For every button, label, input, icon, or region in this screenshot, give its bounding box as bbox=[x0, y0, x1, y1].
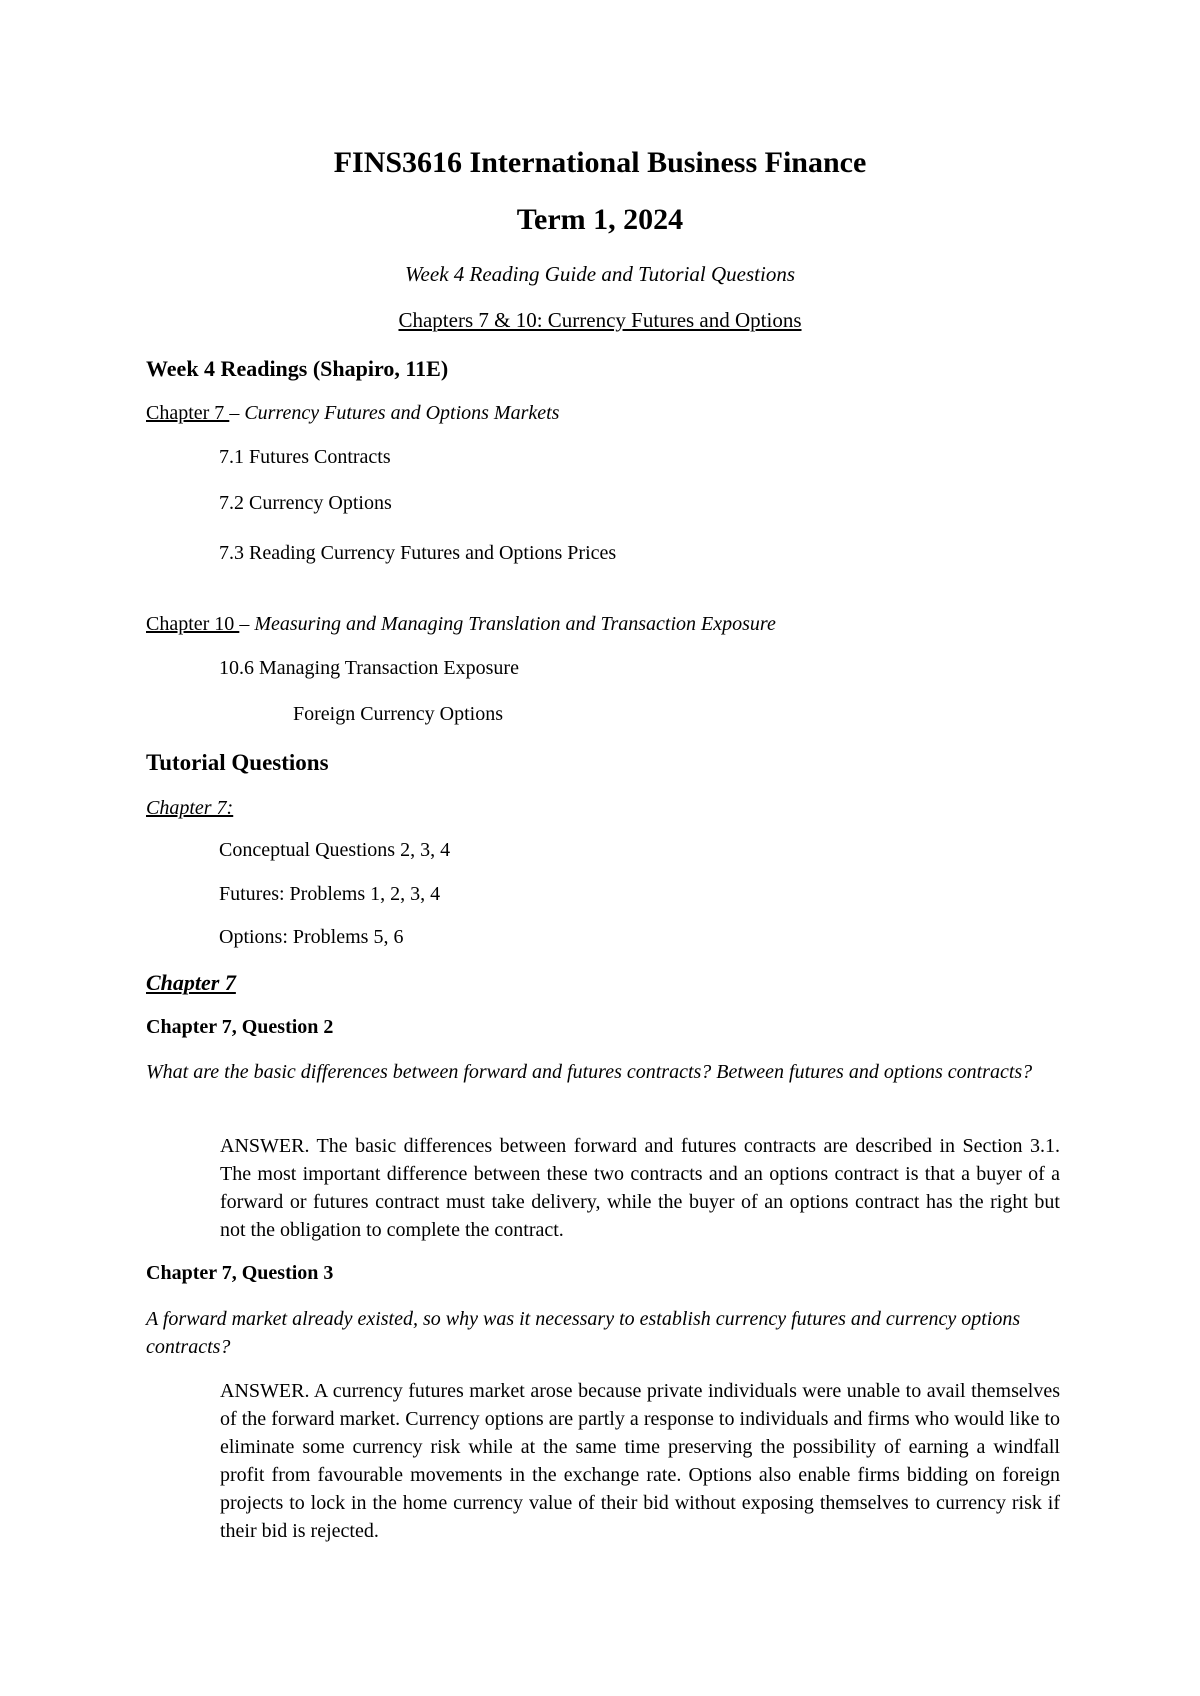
reading-section: 7.2 Currency Options bbox=[219, 492, 392, 514]
chapter7-dash: – bbox=[229, 402, 245, 424]
tutorial-item: Conceptual Questions 2, 3, 4 bbox=[219, 839, 451, 861]
reading-section: 10.6 Managing Transaction Exposure bbox=[219, 657, 519, 679]
question3-text: A forward market already existed, so why was it necessary to establish currency futures and currency options contracts? bbox=[146, 1308, 1021, 1358]
question2-text: What are the basic differences between forward and futures contracts? Between futures and options contracts? bbox=[146, 1061, 1033, 1083]
question2-heading: Chapter 7, Question 2 bbox=[146, 1016, 334, 1038]
chapters-heading-text: Chapters 7 & 10: Currency Futures and Options bbox=[398, 308, 802, 332]
question2-answer: ANSWER. The basic differences between forward and futures contracts are described in Section 3.1. The most important difference between these two contracts and an options contract is that a buyer of a forward or futures contract must take delivery, while the buyer of an options contract has the right but not the obligation to complete the contract. bbox=[220, 1135, 1060, 1241]
reading-section: 7.3 Reading Currency Futures and Options Prices bbox=[219, 542, 617, 564]
reading-subsection: Foreign Currency Options bbox=[293, 703, 503, 725]
reading-section: 7.1 Futures Contracts bbox=[219, 446, 391, 468]
question3-heading: Chapter 7, Question 3 bbox=[146, 1262, 334, 1284]
term-title: Term 1, 2024 bbox=[516, 203, 684, 236]
chapter10-dash: – bbox=[239, 613, 255, 635]
readings-heading: Week 4 Readings (Shapiro, 11E) bbox=[146, 356, 449, 381]
chapters-heading bbox=[0, 308, 1200, 332]
chapter7-reading-line bbox=[146, 402, 559, 425]
chapter7-title: Currency Futures and Options Markets bbox=[244, 402, 560, 424]
chapter10-title: Measuring and Managing Translation and Transaction Exposure bbox=[254, 613, 776, 635]
tutorial-heading: Tutorial Questions bbox=[146, 750, 329, 775]
chapter10-reading-line bbox=[146, 613, 776, 636]
course-title: FINS3616 International Business Finance bbox=[333, 146, 867, 179]
tutorial-item: Options: Problems 5, 6 bbox=[219, 926, 404, 948]
chapter7-label: Chapter 7 bbox=[146, 402, 230, 424]
chapter10-label: Chapter 10 bbox=[146, 613, 240, 635]
tutorial-item: Futures: Problems 1, 2, 3, 4 bbox=[219, 883, 441, 905]
chapter7-section-heading: Chapter 7 bbox=[146, 970, 236, 995]
tutorial-chapter-label: Chapter 7: bbox=[146, 797, 234, 819]
page-subtitle: Week 4 Reading Guide and Tutorial Questions bbox=[404, 262, 796, 286]
question3-answer: ANSWER. A currency futures market arose because private individuals were unable to avail themselves of the forward market. Currency options are partly a response to individuals and firms who would like to eliminate some currency risk while at the same time preserving the possibility of earning a windfall profit from favourable movements in the exchange rate. Options also enable firms bidding on foreign projects to lock in the home currency value of their bid without exposing themselves to currency risk if their bid is rejected. bbox=[220, 1380, 1060, 1542]
